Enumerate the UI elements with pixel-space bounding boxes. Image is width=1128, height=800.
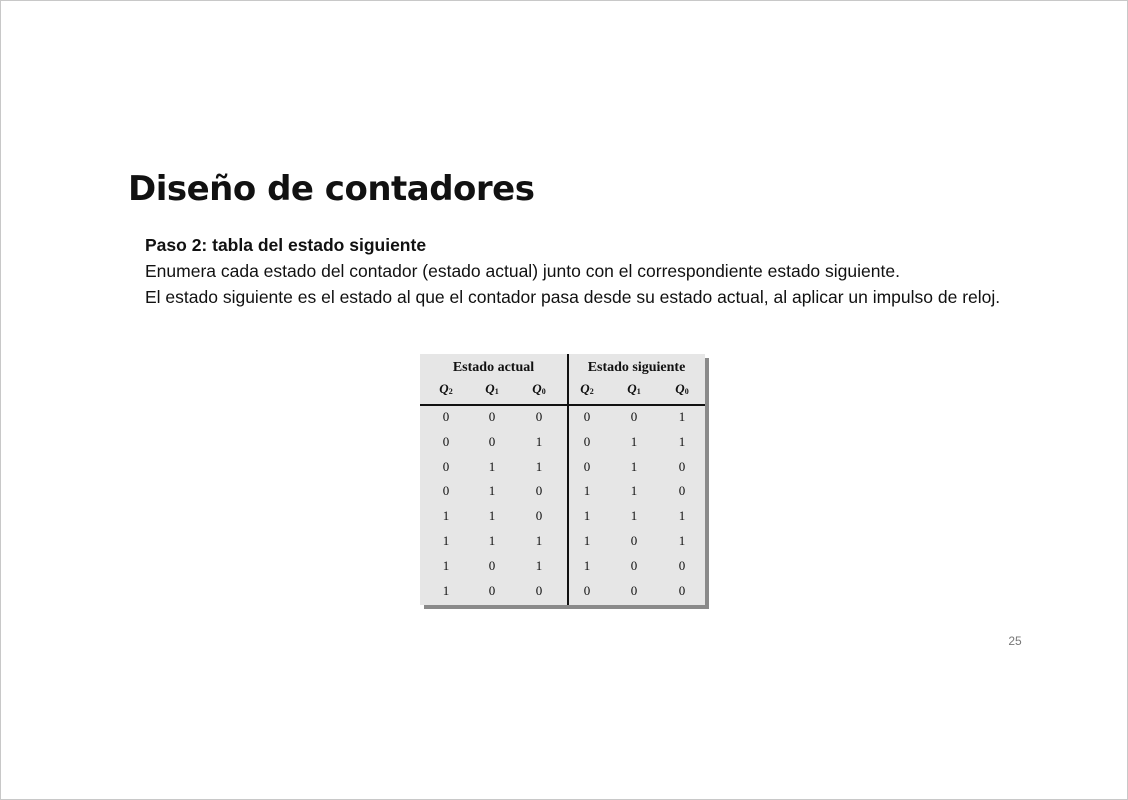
table-cell: 1 — [442, 582, 450, 598]
table-cell: 0 — [583, 409, 591, 424]
table-cell: 0 — [488, 409, 496, 424]
column-header-letter: Q — [439, 381, 449, 396]
column-header-letter: Q — [580, 381, 590, 396]
slide-body — [145, 232, 1005, 310]
table-cell: 1 — [678, 533, 686, 548]
table-cell: 1 — [630, 508, 638, 524]
column-header-current-q1 — [477, 381, 507, 397]
column-header-letter: Q — [532, 381, 542, 396]
table-cell: 0 — [535, 508, 543, 524]
table-cell: 0 — [678, 483, 686, 499]
next-state-table — [420, 354, 705, 605]
table-cell: 0 — [488, 582, 496, 598]
column-header-current-q2 — [431, 381, 461, 397]
table-cell: 1 — [678, 508, 686, 524]
table-cell: 0 — [583, 458, 591, 474]
column-header-next-q1 — [619, 381, 649, 397]
table-cell: 0 — [535, 483, 543, 499]
table-cell: 1 — [488, 533, 496, 548]
table-cell: 0 — [442, 433, 450, 449]
column-header-subscript: 0 — [541, 387, 546, 396]
table-cell: 0 — [678, 582, 686, 598]
table-cell: 0 — [442, 483, 450, 499]
column-header-subscript: 2 — [589, 387, 594, 396]
table-divider-vertical — [567, 354, 569, 605]
table-cell: 1 — [442, 557, 450, 573]
body-paragraph-2: El estado siguiente es el estado al que el contador pasa desde su estado actual, al aplicar un impulso de reloj. — [145, 287, 1001, 307]
table-cell: 1 — [535, 533, 543, 548]
table-cell: 0 — [630, 582, 638, 598]
table-cell: 0 — [678, 557, 686, 573]
table-cell: 1 — [583, 533, 591, 548]
table-cell: 1 — [583, 557, 591, 573]
table-cell: 1 — [630, 483, 638, 499]
table-cell: 1 — [535, 433, 543, 449]
step-subheading: Paso 2: tabla del estado siguiente — [145, 235, 427, 255]
table-cell: 1 — [678, 433, 686, 449]
column-header-current-q0 — [524, 381, 554, 397]
column-header-subscript: 1 — [494, 387, 499, 396]
table-cell: 1 — [442, 508, 450, 524]
table-cell: 1 — [583, 508, 591, 524]
table-cell: 0 — [630, 409, 638, 424]
column-header-subscript: 0 — [684, 387, 689, 396]
table-cell: 0 — [630, 533, 638, 548]
column-header-letter: Q — [485, 381, 495, 396]
column-header-letter: Q — [675, 381, 685, 396]
group-header-current-state: Estado actual — [452, 360, 535, 375]
table-cell: 1 — [488, 508, 496, 524]
table-cell: 0 — [442, 458, 450, 474]
table-cell: 1 — [488, 458, 496, 474]
page-number: 25 — [1008, 634, 1022, 648]
table-cell: 1 — [678, 409, 686, 424]
group-header-next-state: Estado siguiente — [587, 360, 686, 375]
table-cell: 1 — [535, 557, 543, 573]
table-cell: 1 — [630, 458, 638, 474]
table-cell: 0 — [488, 433, 496, 449]
body-paragraph-1: Enumera cada estado del contador (estado actual) junto con el correspondiente estado siguiente. — [145, 261, 900, 281]
table-cell: 1 — [535, 458, 543, 474]
table-cell: 0 — [535, 409, 543, 424]
table-cell: 0 — [535, 582, 543, 598]
slide-title: Diseño de contadores — [128, 169, 535, 209]
column-header-subscript: 1 — [636, 387, 641, 396]
table-cell: 1 — [583, 483, 591, 499]
table-cell: 1 — [442, 533, 450, 548]
table-cell: 1 — [630, 433, 638, 449]
table-divider-horizontal — [420, 404, 705, 406]
table-cell: 1 — [488, 483, 496, 499]
table-cell: 0 — [488, 557, 496, 573]
column-header-next-q2 — [572, 381, 602, 397]
table-cell: 0 — [630, 557, 638, 573]
column-header-next-q0 — [667, 381, 697, 397]
table-cell: 0 — [583, 433, 591, 449]
column-header-subscript: 2 — [448, 387, 453, 396]
table-cell: 0 — [678, 458, 686, 474]
column-header-letter: Q — [627, 381, 637, 396]
table-cell: 0 — [442, 409, 450, 424]
table-cell: 0 — [583, 582, 591, 598]
